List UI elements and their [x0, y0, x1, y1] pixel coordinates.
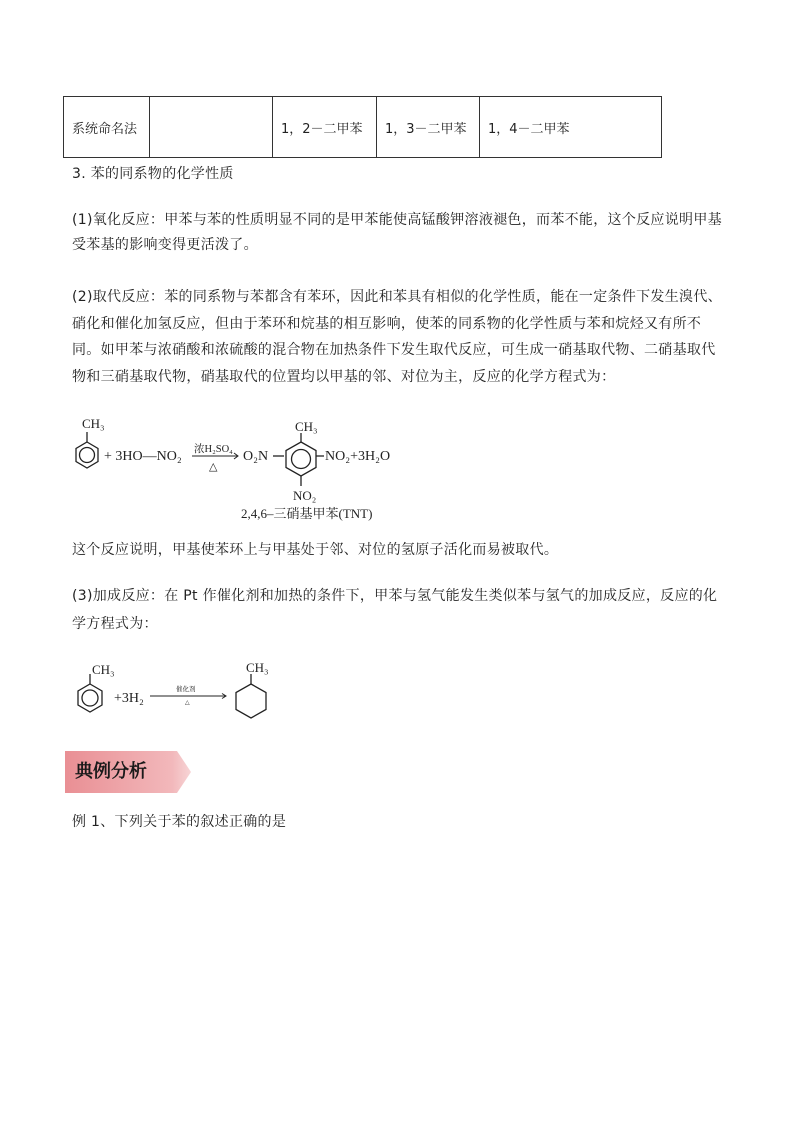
paragraph-substitution: (2)取代反应：苯的同系物与苯都含有苯环，因此和苯具有相似的化学性质，能在一定条件下发生溴代、硝化和催化加氢反应，但由于苯环和烷基的相互影响，使苯的同系物的化学性质与苯和烷烃又有所不同。如甲苯与浓硝酸和浓硫酸的混合物在加热条件下发生取代反应，可生成一硝基取代物、二硝基取代物和三硝基取代物，硝基取代的位置均以甲基的邻、对位为主，反应的化学方程式为：	[72, 289, 722, 385]
example-question: 例 1、下列关于苯的叙述正确的是	[72, 814, 287, 830]
tnt-name: 2,4,6–三硝基甲苯(TNT)	[241, 506, 373, 521]
cyclohexane-ch3: CH₃	[246, 660, 269, 675]
heat-label: △	[185, 700, 190, 706]
catalyst-label: 催化剂	[176, 686, 196, 693]
table-cell-para: 1，4－二甲苯	[480, 97, 662, 158]
tnt-ch3: CH₃	[295, 419, 318, 434]
nitric-acid-reagent: + 3HO—NO₂	[104, 449, 182, 464]
nitration-equation	[66, 412, 406, 524]
tnt-no2-bottom: NO₂	[293, 488, 317, 503]
toluene-structure	[76, 432, 98, 468]
section-banner	[65, 751, 191, 793]
tnt-o2n: O₂N	[243, 449, 269, 464]
table-blank-cell	[150, 97, 273, 158]
toluene-ch3: CH₃	[82, 416, 105, 431]
condition-heat: △	[209, 461, 218, 473]
paragraph-addition: (3)加成反应：在 Pt 作催化剂和加热的条件下，甲苯与氢气能发生类似苯与氢气的加成反应，反应的化学方程式为：	[72, 588, 718, 632]
toluene-ch3-2: CH₃	[92, 662, 115, 677]
section-title: 3. 苯的同系物的化学性质	[72, 166, 234, 182]
banner-title: 典例分析	[75, 761, 147, 782]
methylcyclohexane-structure	[236, 674, 266, 718]
table-label-cell: 系统命名法	[64, 97, 150, 158]
naming-table	[63, 96, 662, 158]
table-cell-ortho: 1，2－二甲苯	[273, 97, 377, 158]
table-cell-meta: 1，3－二甲苯	[377, 97, 480, 158]
paragraph-oxidation: (1)氧化反应：甲苯与苯的性质明显不同的是甲苯能使高锰酸钾溶液褪色，而苯不能，这个反应说明甲基受苯基的影响变得更活泼了。	[72, 212, 722, 253]
tnt-no2-right: NO₂+3H₂O	[325, 449, 391, 464]
tnt-structure	[273, 433, 324, 486]
condition-acid: 浓H₂SO₄	[194, 444, 233, 455]
hydrogen-reagent: +3H₂	[114, 691, 144, 706]
hydrogenation-equation	[66, 658, 286, 728]
paragraph-activation: 这个反应说明，甲基使苯环上与甲基处于邻、对位的氢原子活化而易被取代。	[72, 542, 559, 558]
toluene-structure-2	[78, 674, 102, 712]
